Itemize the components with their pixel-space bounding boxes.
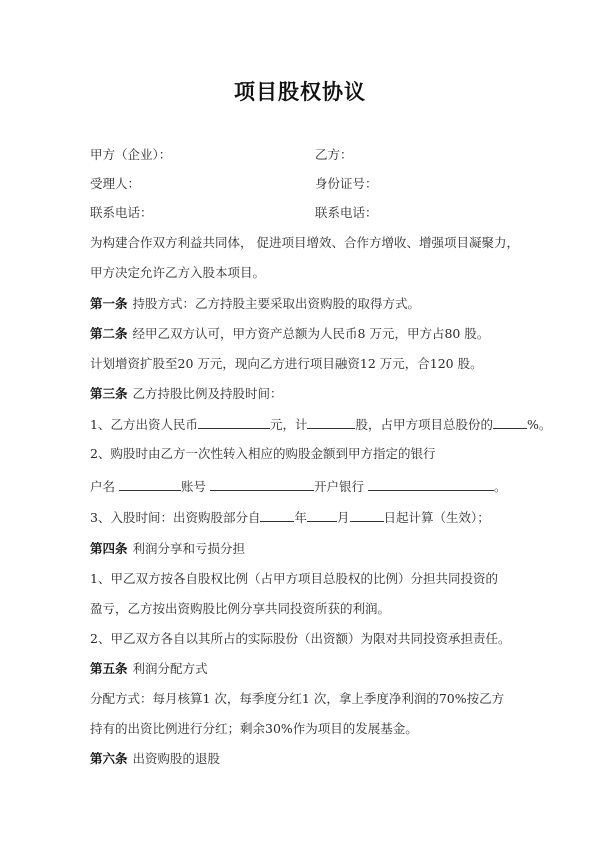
article-1	[90, 296, 420, 312]
article-5	[90, 661, 208, 677]
day-blank[interactable]	[350, 509, 384, 522]
article-5-line-1: 分配方式：每月核算1 次，每季度分红1 次，拿上季度净利润的70%按乙方	[90, 691, 505, 706]
text: 月	[336, 510, 350, 525]
article-1-text: 持股方式：乙方持股主要采取出资购股的取得方式。	[132, 296, 421, 311]
account-name-blank[interactable]	[119, 478, 181, 491]
month-blank[interactable]	[307, 509, 337, 522]
intro-line-2: 甲方决定允许乙方入股本项目。	[90, 265, 266, 280]
text: 户名	[90, 479, 116, 494]
account-number-blank[interactable]	[210, 478, 314, 491]
article-6-heading: 第六条	[90, 751, 128, 766]
bank-info-line	[90, 478, 507, 495]
article-4-item-1b: 盈亏，乙方按出资购股比例分享共同投资所获的利润。	[90, 601, 391, 616]
article-3-item-3	[90, 509, 490, 526]
text: 元，计	[269, 417, 308, 432]
phone-b-label: 联系电话：	[315, 205, 378, 220]
article-1-heading: 第一条	[90, 296, 128, 311]
percent-blank[interactable]	[493, 416, 527, 429]
article-3	[90, 386, 283, 402]
text: %。	[527, 417, 552, 432]
phone-a-label: 联系电话：	[90, 205, 153, 220]
article-2-heading: 第二条	[90, 326, 128, 341]
article-4-item-1a: 1、甲乙双方按各自股权比例（占甲方项目总股权的比例）分担共同投资的	[90, 571, 498, 586]
article-3-item-1	[90, 416, 551, 433]
document-title: 项目股权协议	[234, 79, 366, 104]
year-blank[interactable]	[260, 509, 294, 522]
article-2	[90, 326, 489, 342]
id-number-label: 身份证号：	[315, 176, 378, 191]
text: 3、入股时间：出资购股部分自	[90, 510, 261, 525]
text: 。	[494, 479, 507, 494]
party-b-label: 乙方：	[315, 147, 353, 162]
article-5-heading: 第五条	[90, 661, 128, 676]
amount-blank[interactable]	[198, 416, 270, 429]
text: 日起计算（生效）；	[383, 510, 490, 525]
article-4-heading: 第四条	[90, 541, 128, 556]
text: 1、乙方出资人民币	[90, 417, 198, 432]
article-3-heading: 第三条	[90, 386, 128, 401]
article-4	[90, 541, 245, 557]
shares-blank[interactable]	[307, 416, 355, 429]
article-4-text: 利润分享和亏损分担	[132, 541, 246, 556]
text: 年	[294, 510, 307, 525]
text: 开户银行	[314, 479, 365, 494]
party-a-label: 甲方（企业）：	[90, 147, 172, 162]
article-3-item-2: 2、购股时由乙方一次性转入相应的购股金额到甲方指定的银行	[90, 446, 436, 461]
bank-name-blank[interactable]	[368, 478, 494, 491]
article-6-text: 出资购股的退股	[132, 751, 221, 766]
article-3-text: 乙方持股比例及持股时间：	[132, 386, 283, 401]
text: 股，占甲方项目总股份的	[355, 417, 493, 432]
article-5-line-2: 持有的出资比例进行分红；剩余30%作为项目的发展基金。	[90, 721, 418, 736]
agent-label: 受理人：	[90, 176, 141, 191]
article-5-text: 利润分配方式	[132, 661, 208, 676]
text: 账号	[181, 479, 207, 494]
article-6	[90, 751, 220, 767]
article-4-item-2: 2、甲乙双方各自以其所占的实际股份（出资额）为限对共同投资承担责任。	[90, 631, 511, 646]
article-2-line-2: 计划增资扩股至20 万元，现向乙方进行项目融资12 万元，合120 股。	[90, 356, 483, 371]
article-2-text: 经甲乙双方认可，甲方资产总额为人民币8 万元，甲方占80 股。	[132, 326, 490, 341]
intro-line-1: 为构建合作双方利益共同体， 促进项目增效、合作方增收、增强项目凝聚力，	[90, 235, 519, 250]
